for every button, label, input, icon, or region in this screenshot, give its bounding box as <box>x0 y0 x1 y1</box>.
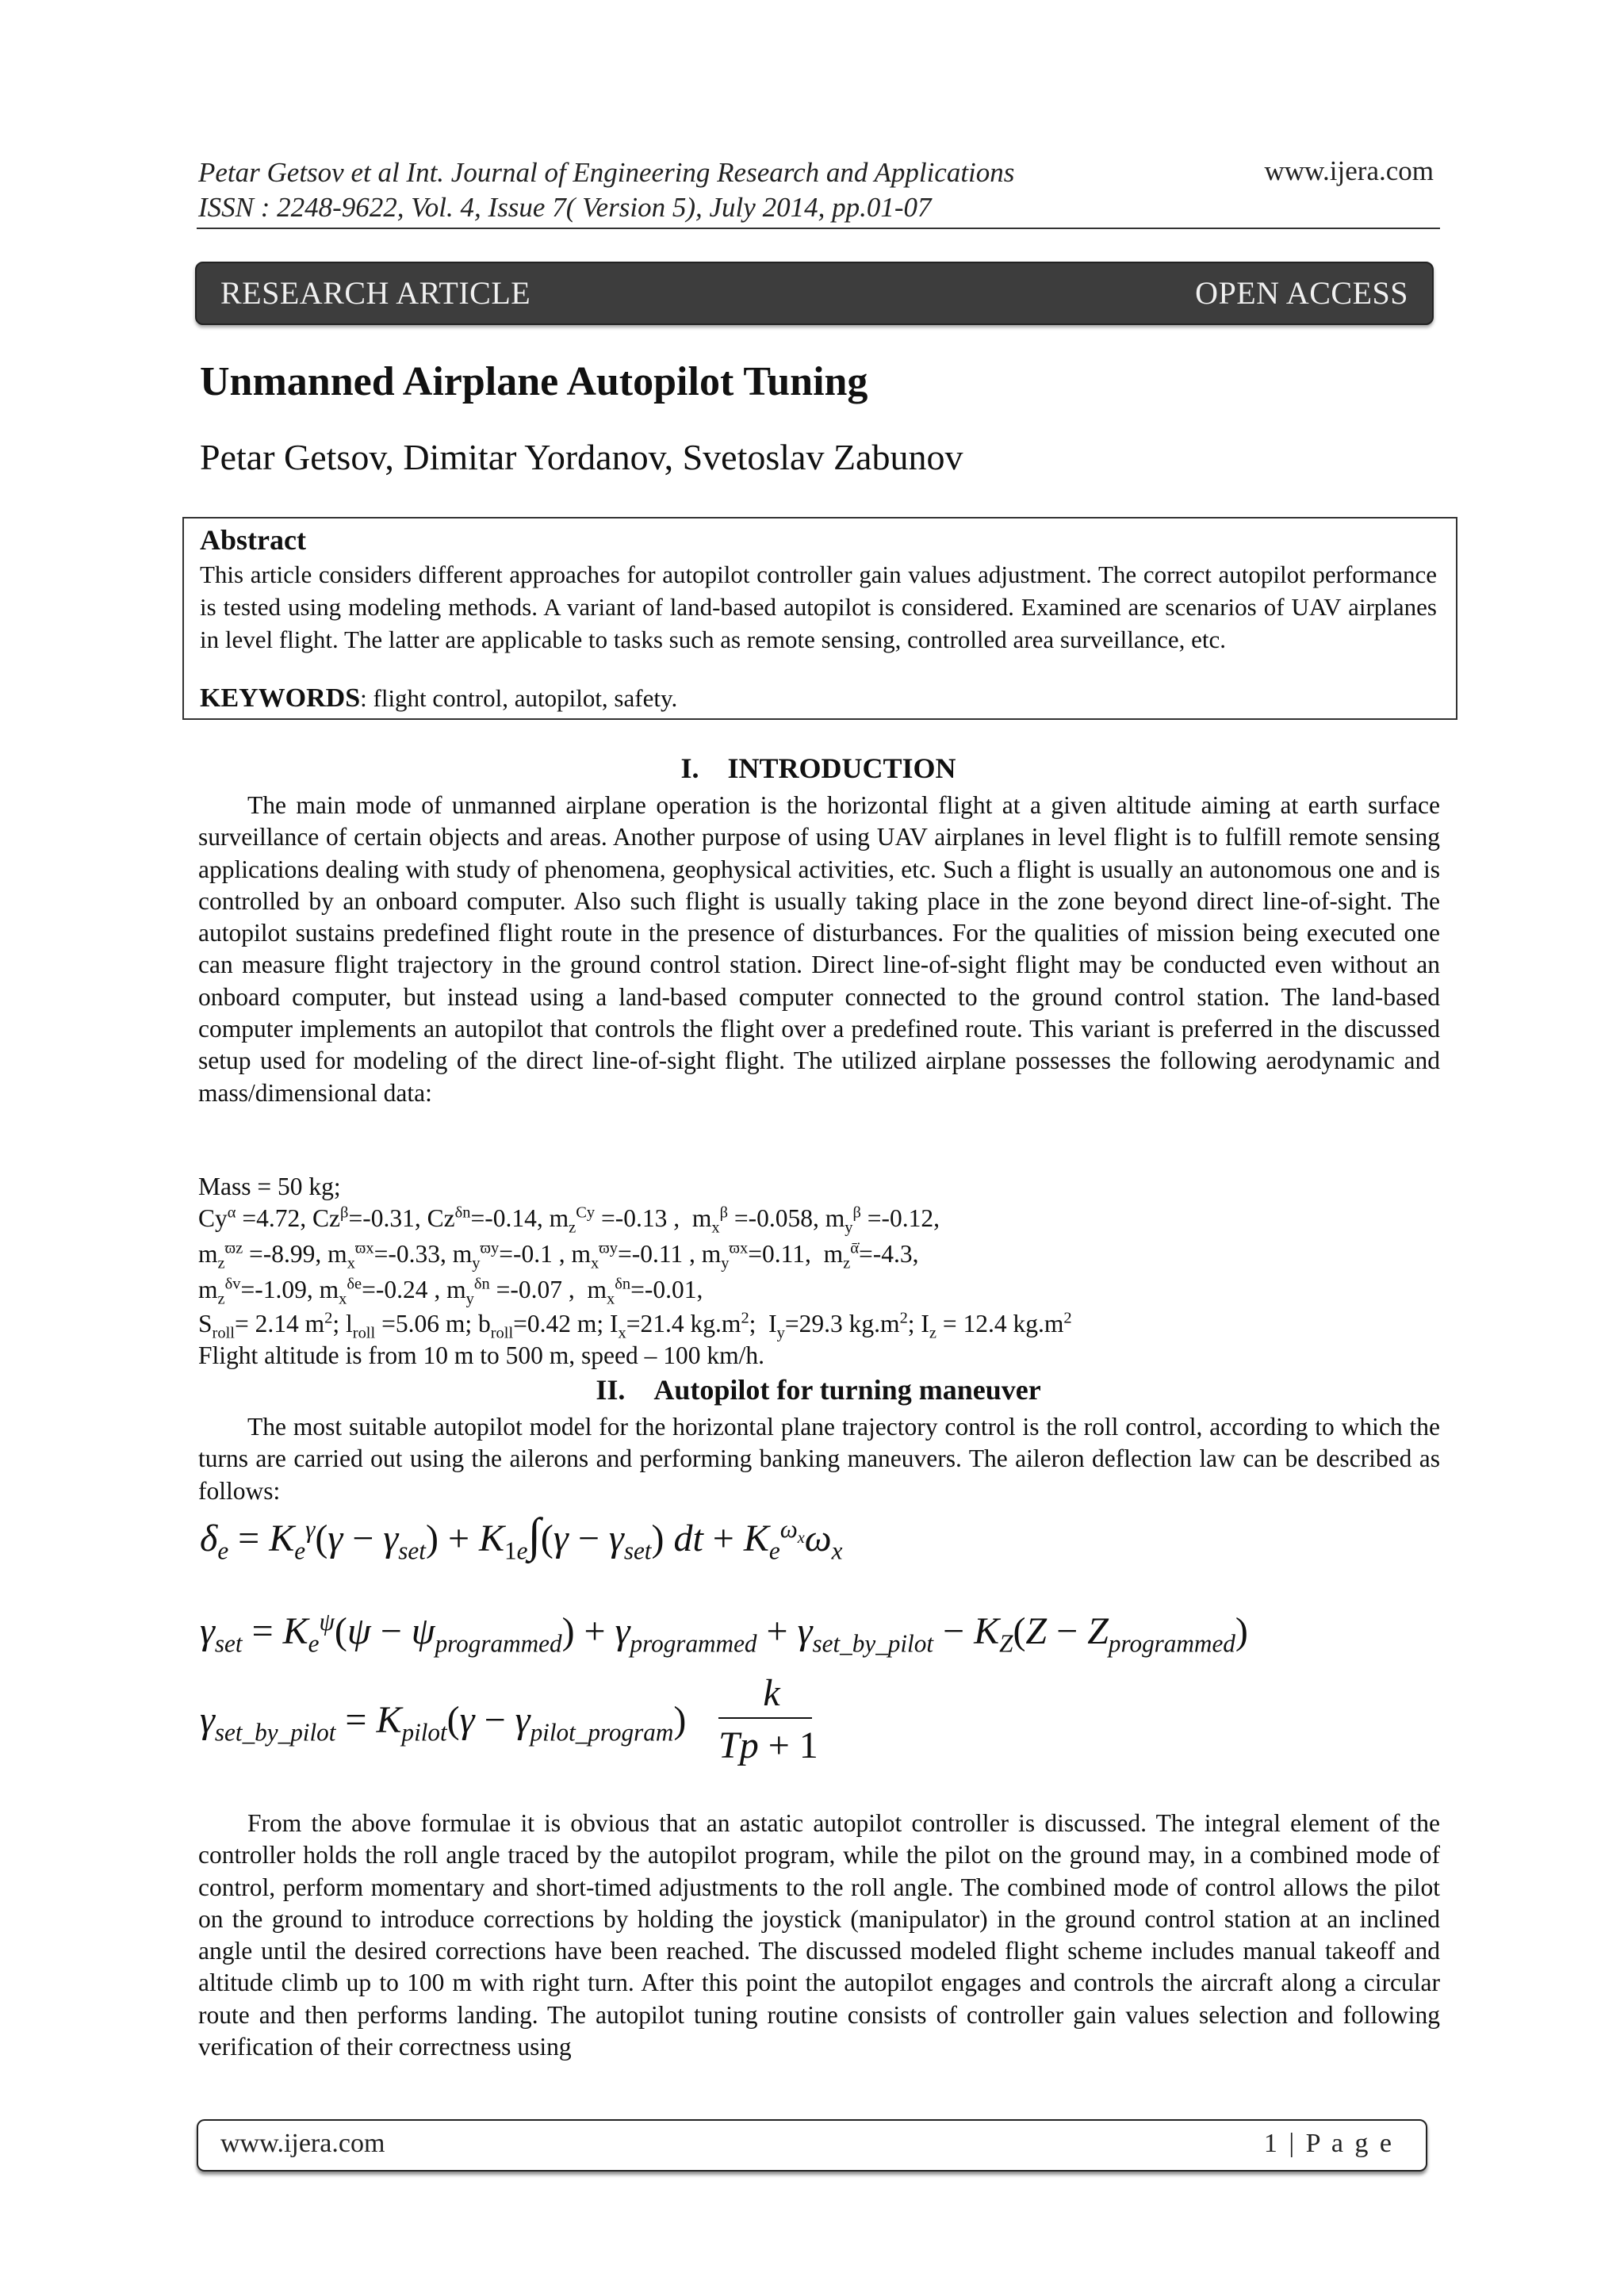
abstract-heading: Abstract <box>200 524 306 556</box>
keywords-line <box>200 683 677 714</box>
aero-coefficients-line-1: $Cy^\alpha =4.72$, $Cz^\beta=-0.31$, $Cz^{\delta n}=-0.14$, $m_z^{Cy} =-0.13$ , $m_x^\beta =-0.058$, $m_y^\beta =-0.12$, <box>198 1203 940 1237</box>
paper-authors: Petar Getsov, Dimitar Yordanov, Svetoslav Zabunov <box>200 437 963 477</box>
open-access-label: OPEN ACCESS <box>1195 275 1408 311</box>
introduction-paragraph: The main mode of unmanned airplane operation is the horizontal flight at a given altitude aiming at earth surface surveillance of certain objects and areas. Another purpose of using UAV airplanes in level flight is to fulfill remote sensing applications dealing with study of phenomena, geophysical activities, etc. Such a flight is usually an autonomous one and is controlled by an onboard computer. Also such flight is usually taking place in the zone beyond direct line-of-sight. The autopilot sustains predefined flight route in the presence of disturbances. For the qualities of mission being executed one can measure flight trajectory in the ground control station. Direct line-of-sight flight may be conducted even without an onboard computer, but instead using a land-based computer connected to the ground control station. The land-based computer implements an autopilot that controls the flight over a predefined route. This variant is preferred in the discussed setup used for modeling of the direct line-of-sight flight. The utilized airplane possesses the following aerodynamic and mass/dimensional data: <box>198 791 1440 1107</box>
abstract-box <box>182 517 1457 720</box>
aero-coefficients-line-2: $m_z^{ϖz} =-8.99$, $m_x^{ϖx}=-0.33$, $m_y^{ϖy}=-0.1$ , $m_x^{ϖy}=-0.11$ , $m_y^{ϖx}=0.11$, $m_z^{ᾱ̇}=-4.3$, <box>198 1239 919 1272</box>
keywords-label: KEYWORDS <box>200 683 361 713</box>
mass-line: Mass = 50 kg; <box>198 1173 341 1200</box>
aero-coefficients-line-3: $m_z^{\delta v}=-1.09$, $m_x^{\delta e}=-0.24$ , $m_y^{\delta n} =-0.07$ , $m_x^{\delta n}=-0.01$, <box>198 1275 703 1308</box>
keywords-text: : flight control, autopilot, safety. <box>360 684 678 712</box>
flight-parameters-line: Flight altitude is from 10 m to 500 m, speed – 100 km/h. <box>198 1341 764 1369</box>
abstract-text: This article considers different approaches for autopilot controller gain values adjustment. The correct autopilot performance is tested using modeling methods. A variant of land-based autopilot is considered. Examined are scenarios of UAV airplanes in level flight. The latter are applicable to tasks such as remote sensing, controlled area surveillance, etc. <box>200 561 1437 653</box>
paper-title: Unmanned Airplane Autopilot Tuning <box>200 359 868 404</box>
footer-website[interactable]: www.ijera.com <box>220 2129 385 2158</box>
header-rule <box>197 228 1440 229</box>
equation-aileron-deflection: $\delta_e = K_e^\gamma(\gamma - \gamma_{set}) + K_{1e}\int(\gamma - \gamma_{set})$ dt + $K_e^{\omega_x}\omega_x$ <box>200 1509 843 1565</box>
fraction-denominator: Tp + 1 <box>718 1724 818 1766</box>
geometry-inertia-line: $S_{roll}= 2.14$ $m^2$; $l_{roll} =5.06$ m; $b_{roll}=0.42$ m; $I_x=21.4$ $kg.m^2$; $I_y=29.3$ $kg.m^2$; $I_z = 12.4$ $kg.m^2$ <box>198 1309 1072 1342</box>
equation-pilot-setpoint: $\gamma_{set\_by\_pilot} = K_{pilot}(\gamma - \gamma_{pilot\_program})$ <box>200 1699 687 1747</box>
equation-roll-setpoint: $\gamma_{set} = K_e^\psi(\psi - \psi_{programmed}) + \gamma_{programmed} + \gamma_{set\_by\_pilot} - K_Z(Z - Z_{programmed})$ <box>200 1608 1248 1658</box>
journal-website[interactable]: www.ijera.com <box>1264 155 1434 186</box>
fraction-numerator: k <box>763 1672 780 1714</box>
page-footer <box>197 2119 1427 2172</box>
section-heading-autopilot-turning: II. Autopilot for turning maneuver <box>596 1374 1041 1406</box>
section2-paragraph-2: From the above formulae it is obvious that an astatic autopilot controller is discussed. The integral element of the controller holds the roll angle traced by the autopilot program, while the pilot on the ground may, in a combined mode of control, perform momentary and short-timed adjustments to the roll angle. The combined mode of control allows the pilot on the ground to introduce corrections by holding the joystick (manipulator) in the ground control station at an inclined angle until the desired corrections have been reached. The discussed modeled flight scheme includes manual takeoff and altitude climb up to 100 m with right turn. After this point the autopilot engages and controls the aircraft along a circular route and then performs landing. The autopilot tuning routine consists of controller gain values selection and following verification of their correctness using <box>198 1809 1440 2061</box>
journal-citation: Petar Getsov et al Int. Journal of Engineering Research and Applications <box>198 157 1015 188</box>
section2-paragraph-1: The most suitable autopilot model for the horizontal plane trajectory control is the roll control, according to which the turns are carried out using the ailerons and performing banking maneuvers. The aileron deflection law can be described as follows: <box>198 1413 1440 1505</box>
issn-line: ISSN : 2248-9622, Vol. 4, Issue 7( Version 5), July 2014, pp.01-07 <box>198 192 932 223</box>
page-number: 1 | P a g e <box>1263 2129 1394 2158</box>
research-article-label: RESEARCH ARTICLE <box>220 275 531 311</box>
article-type-banner <box>195 262 1434 325</box>
fraction-bar <box>718 1717 812 1719</box>
section-heading-introduction: I. INTRODUCTION <box>680 752 956 784</box>
